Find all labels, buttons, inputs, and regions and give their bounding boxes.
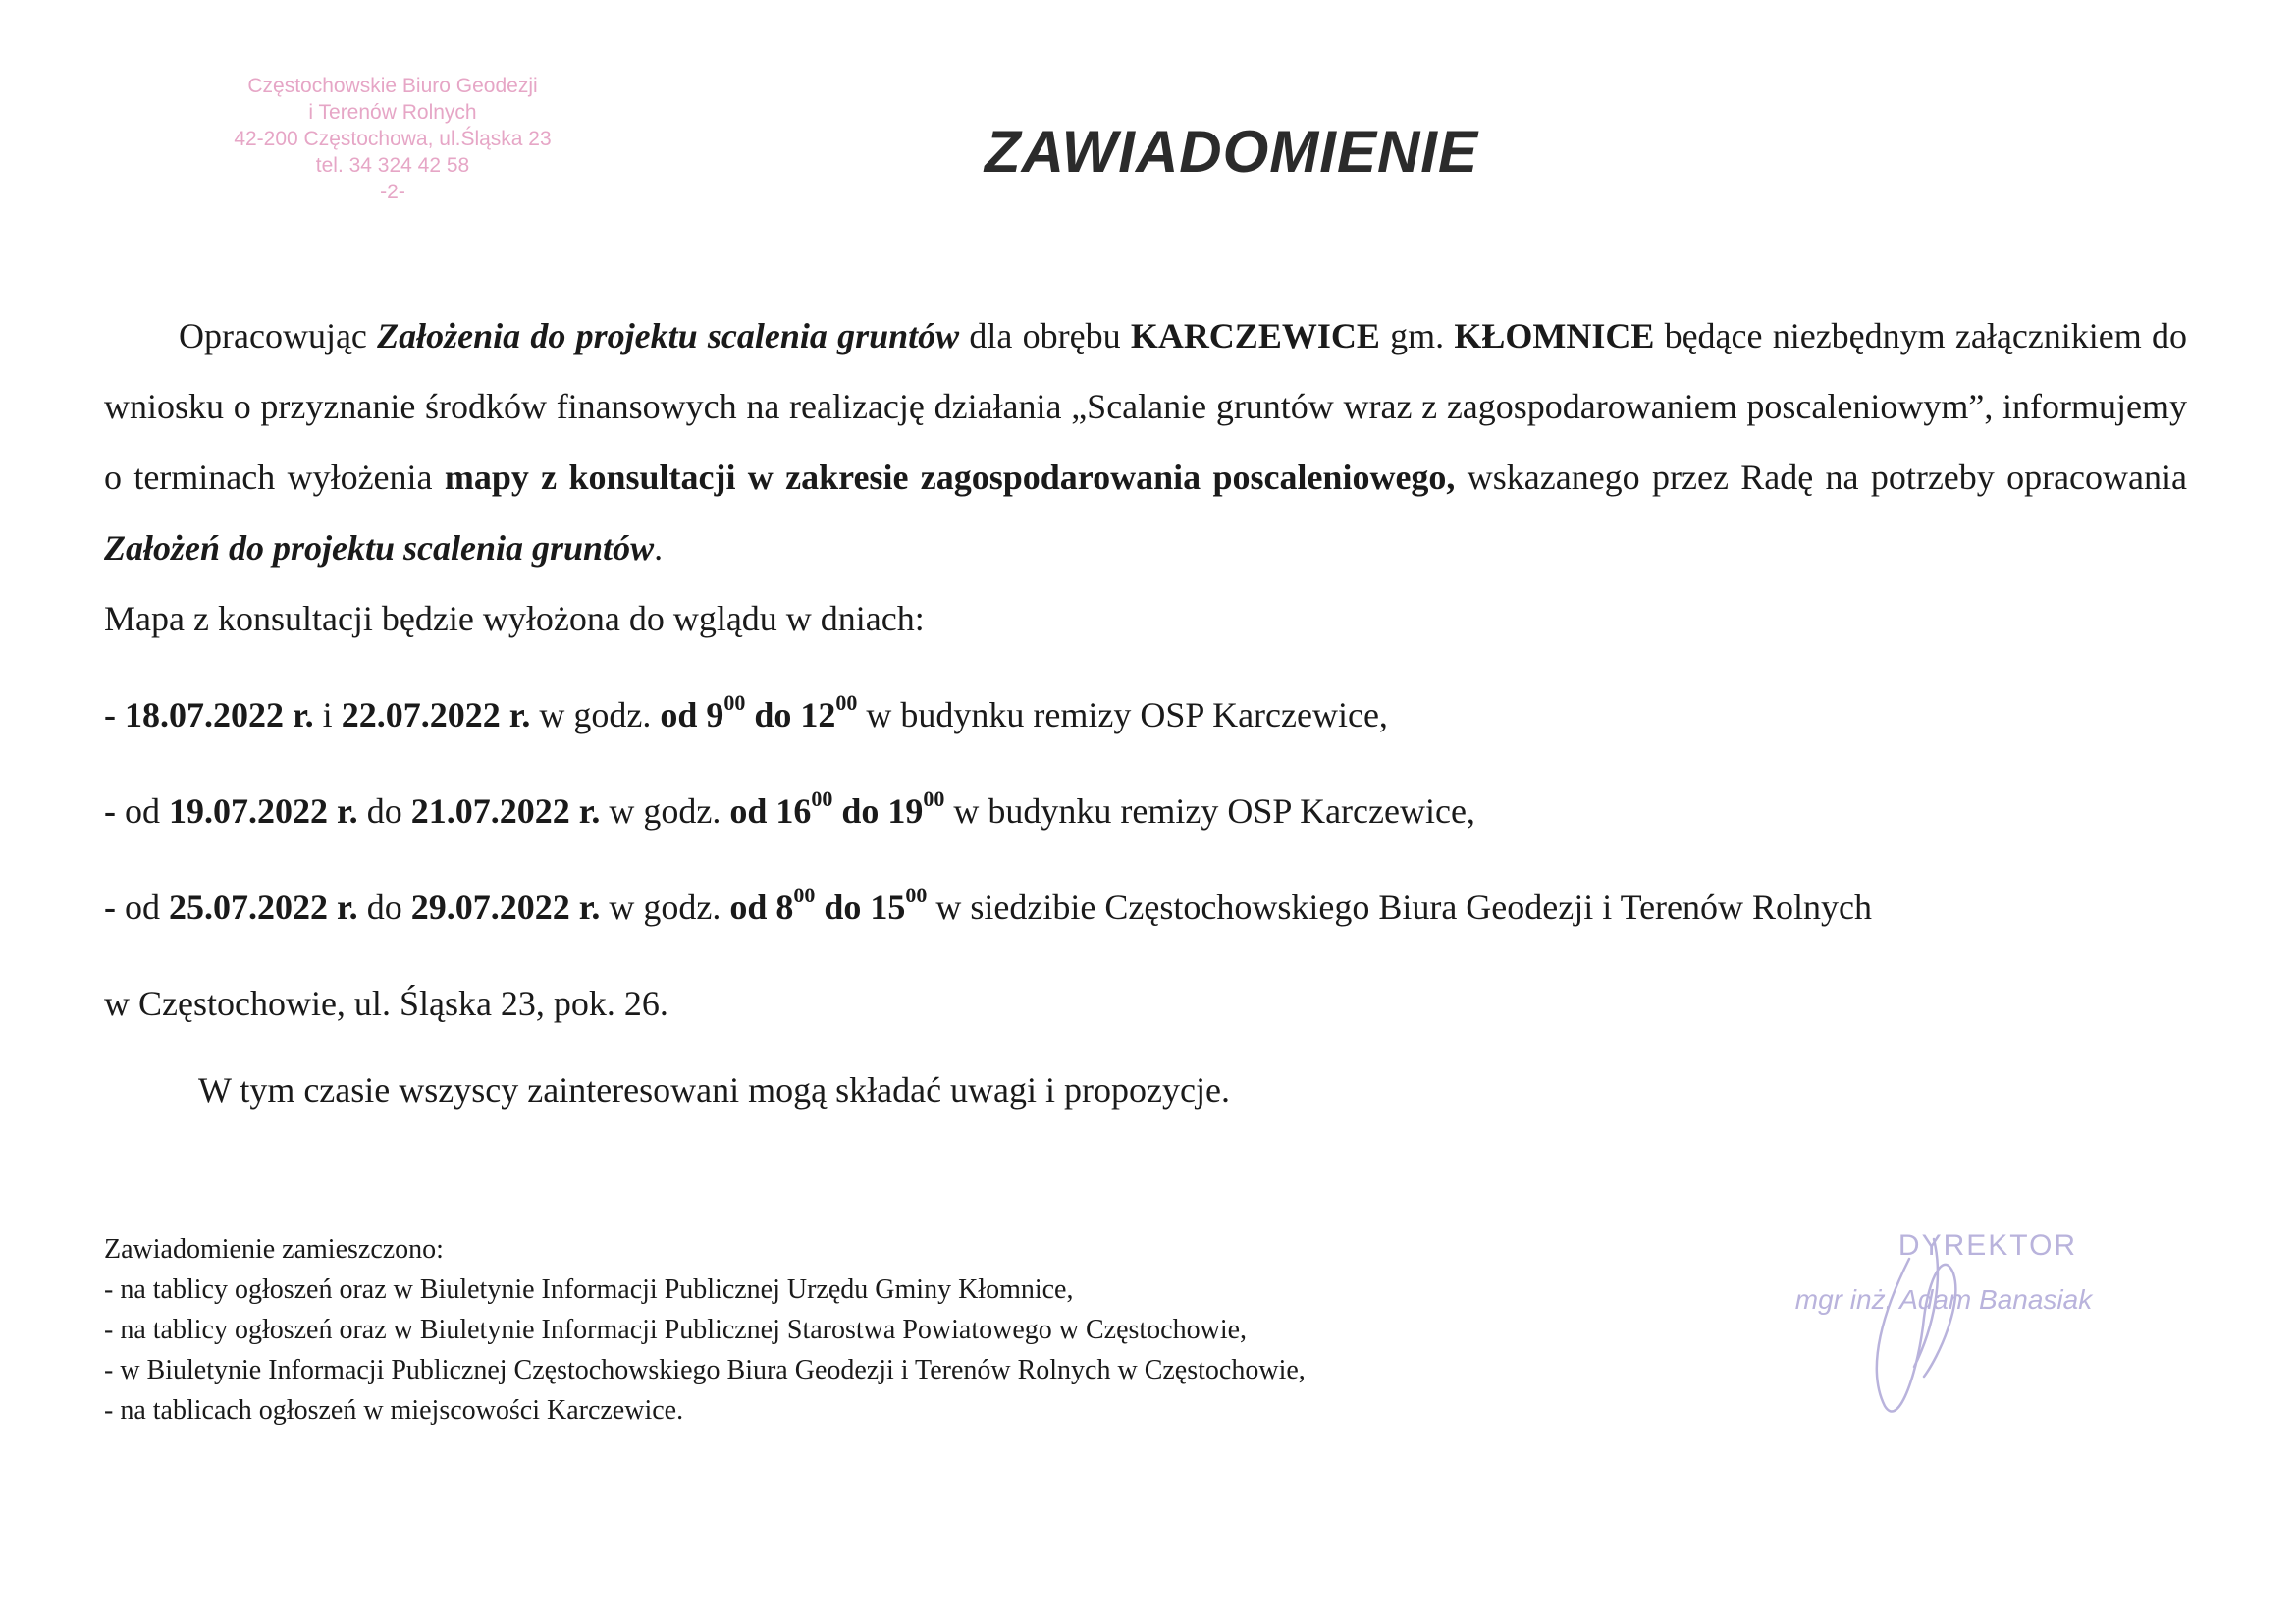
stamp-line: Częstochowskie Biuro Geodezji <box>247 75 538 97</box>
stamp-line: -2- <box>380 181 405 203</box>
notes-heading: Zawiadomienie zamieszczono: <box>104 1234 444 1265</box>
document-body <box>104 300 2187 1125</box>
notes-item: - na tablicach ogłoszeń w miejscowości Karczewice. <box>104 1395 684 1426</box>
stamp-line: tel. 34 324 42 58 <box>315 154 470 177</box>
schedule-item-2: - od 19.07.2022 r. do 21.07.2022 r. w godz. od $16^{00}$ do $19^{00}$ w budynku remizy OSP Karczewice, <box>104 786 1475 831</box>
stamp-line: i Terenów Rolnych <box>308 101 477 124</box>
notes-item: - na tablicy ogłoszeń oraz w Biuletynie Informacji Publicznej Urzędu Gminy Kłomnice, <box>104 1274 1074 1305</box>
notes-item: - na tablicy ogłoszeń oraz w Biuletynie Informacji Publicznej Starostwa Powiatowego w Częstochowie, <box>104 1315 1248 1345</box>
stamp-line: 42-200 Częstochowa, ul.Śląska 23 <box>234 128 552 150</box>
schedule-item-3: - od 25.07.2022 r. do 29.07.2022 r. w godz. od $8^{00}$ do $15^{00}$ w siedzibie Częstochowskiego Biura Geodezji i Terenów Rolnych <box>104 883 1872 927</box>
signature-role: DYREKTOR <box>1897 1229 2078 1262</box>
handwritten-signature-icon <box>1816 1219 2012 1435</box>
posting-notes <box>104 1229 1306 1431</box>
closing-sentence: W tym czasie wszyscy zainteresowani mogą składać uwagi i propozycje. <box>198 1070 1230 1110</box>
signature-name: mgr inż. Adam Banasiak <box>1794 1284 2093 1315</box>
signature-block <box>1757 1229 2130 1316</box>
schedule-item-1: - 18.07.2022 r. i 22.07.2022 r. w godz. od $9^{00}$ do $12^{00}$ w budynku remizy OSP Karczewice, <box>104 690 1388 734</box>
notes-item: - w Biuletynie Informacji Publicznej Częstochowskiego Biura Geodezji i Terenów Rolnych w Częstochowie, <box>104 1355 1306 1385</box>
document-title: ZAWIADOMIENIE <box>985 119 1478 185</box>
schedule-item-3-address: w Częstochowie, ul. Śląska 23, pok. 26. <box>104 984 668 1023</box>
main-paragraph: Opracowując Założenia do projektu scalenia gruntów dla obrębu KARCZEWICE gm. KŁOMNICE będące niezbędnym załącznikiem do wniosku o przyznanie środków finansowych na realizację działania „Scalanie gruntów wraz z zagospodarowaniem poscaleniowym”, informujemy o terminach wyłożenia mapy z konsultacji w zakresie zagospodarowania poscaleniowego, wskazanego przez Radę na potrzeby opracowania Założeń do projektu scalenia gruntów. <box>104 316 2188 568</box>
schedule-intro: Mapa z konsultacji będzie wyłożona do wglądu w dniach: <box>104 599 925 638</box>
